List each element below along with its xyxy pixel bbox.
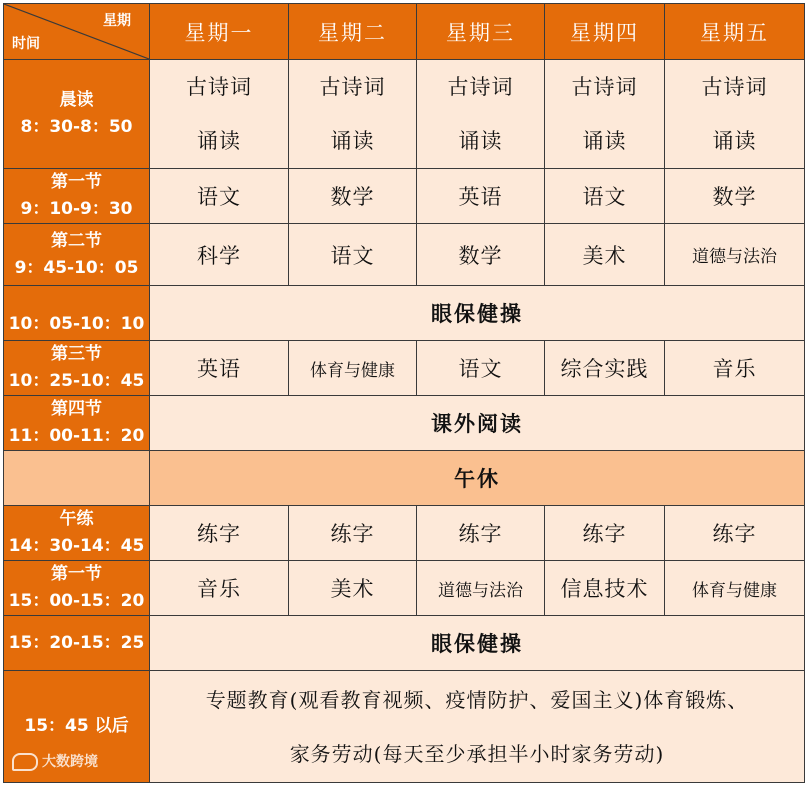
schedule-cell: 古诗词 诵读 — [150, 60, 289, 169]
eye-exercise-span: 眼保健操 — [150, 616, 805, 671]
reading-span: 课外阅读 — [150, 396, 805, 451]
time-cell: 10：05-10：10 — [4, 286, 150, 341]
corner-cell — [4, 4, 150, 60]
row-noon-practice — [4, 506, 805, 561]
day-header-tuesday: 星期二 — [289, 4, 417, 60]
watermark: 大数跨境 — [12, 749, 98, 776]
schedule-cell: 数学 — [289, 169, 417, 224]
schedule-cell: 信息技术 — [545, 561, 665, 616]
day-header-wednesday: 星期三 — [417, 4, 545, 60]
schedule-cell: 道德与法治 — [665, 224, 805, 286]
row-period-3 — [4, 341, 805, 396]
schedule-cell: 古诗词 诵读 — [665, 60, 805, 169]
noon-rest-span: 午休 — [150, 451, 805, 506]
after-school-span — [150, 671, 805, 783]
row-noon-rest — [4, 451, 805, 506]
schedule-cell: 练字 — [545, 506, 665, 561]
row-eye-exercise-2 — [4, 616, 805, 671]
time-cell: 第四节 11：00-11：20 — [4, 396, 150, 451]
row-after-school — [4, 671, 805, 783]
day-header-friday: 星期五 — [665, 4, 805, 60]
schedule-cell: 练字 — [665, 506, 805, 561]
schedule-cell: 科学 — [150, 224, 289, 286]
corner-time-label: 时间 — [12, 36, 40, 52]
schedule-cell: 美术 — [289, 561, 417, 616]
time-cell: 午练 14：30-14：45 — [4, 506, 150, 561]
row-period-5 — [4, 561, 805, 616]
time-cell — [4, 60, 150, 169]
row-period-2 — [4, 224, 805, 286]
eye-exercise-span: 眼保健操 — [150, 286, 805, 341]
time-cell: 15：20-15：25 — [4, 616, 150, 671]
schedule-cell: 语文 — [417, 341, 545, 396]
time-cell: 第二节 9：45-10：05 — [4, 224, 150, 286]
time-range: 8：30-8：50 — [20, 117, 133, 137]
schedule-cell: 练字 — [289, 506, 417, 561]
schedule-cell: 古诗词 诵读 — [417, 60, 545, 169]
schedule-cell: 古诗词 诵读 — [289, 60, 417, 169]
day-header-monday: 星期一 — [150, 4, 289, 60]
schedule-cell: 体育与健康 — [665, 561, 805, 616]
schedule-cell: 语文 — [545, 169, 665, 224]
schedule-cell: 综合实践 — [545, 341, 665, 396]
row-morning-reading — [4, 60, 805, 169]
corner-day-label: 星期 — [103, 13, 131, 29]
schedule-cell: 体育与健康 — [289, 341, 417, 396]
schedule-cell: 古诗词 诵读 — [545, 60, 665, 169]
schedule-cell: 道德与法治 — [417, 561, 545, 616]
schedule-cell: 练字 — [417, 506, 545, 561]
schedule-cell: 语文 — [150, 169, 289, 224]
after-school-line-2: 家务劳动(每天至少承担半小时家务劳动) — [289, 741, 665, 766]
period-label: 晨读 — [59, 90, 94, 110]
schedule-cell: 语文 — [289, 224, 417, 286]
schedule-cell: 美术 — [545, 224, 665, 286]
time-cell: 15：45 以后 大数跨境 — [4, 671, 150, 783]
schedule-cell: 英语 — [150, 341, 289, 396]
day-header-thursday: 星期四 — [545, 4, 665, 60]
row-period-4 — [4, 396, 805, 451]
row-period-1 — [4, 169, 805, 224]
time-cell: 第三节 10：25-10：45 — [4, 341, 150, 396]
time-cell: 第一节 15：00-15：20 — [4, 561, 150, 616]
schedule-cell: 音乐 — [665, 341, 805, 396]
time-cell: 第一节 9：10-9：30 — [4, 169, 150, 224]
watermark-logo-icon — [12, 753, 38, 771]
schedule-cell: 音乐 — [150, 561, 289, 616]
class-schedule-table — [3, 3, 805, 783]
schedule-cell: 数学 — [665, 169, 805, 224]
schedule-cell: 英语 — [417, 169, 545, 224]
schedule-cell: 练字 — [150, 506, 289, 561]
time-cell-empty — [4, 451, 150, 506]
after-school-line-1: 专题教育(观看教育视频、疫情防护、爱国主义)体育锻炼、 — [205, 687, 749, 712]
row-eye-exercise-1 — [4, 286, 805, 341]
schedule-cell: 数学 — [417, 224, 545, 286]
header-row — [4, 4, 805, 60]
